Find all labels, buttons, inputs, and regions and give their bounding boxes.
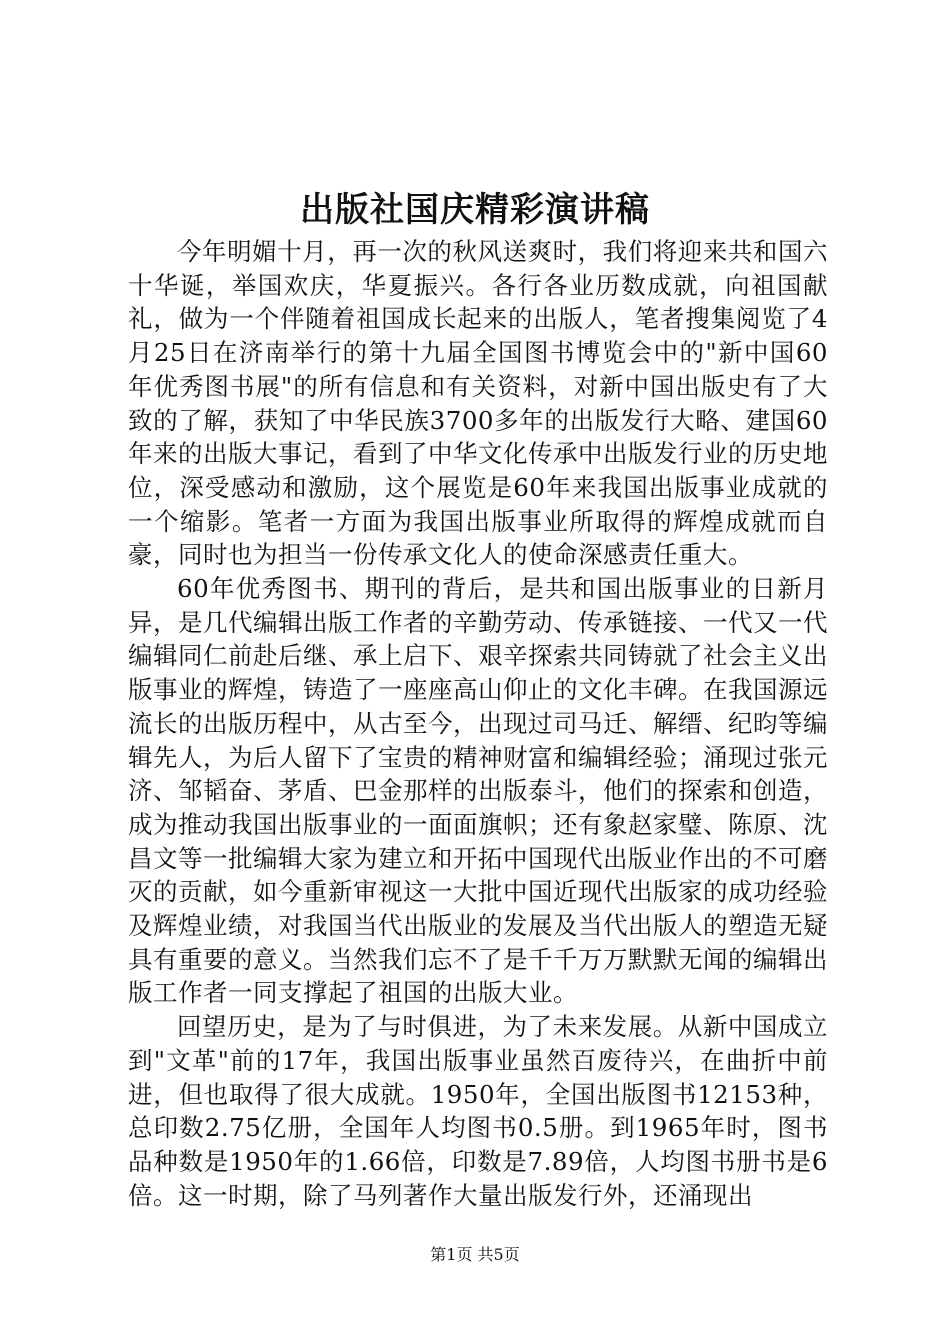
paragraph-3: 回望历史，是为了与时俱进，为了未来发展。从新中国成立到"文革"前的17年，我国出版事业虽然百废待兴，在曲折中前进，但也取得了很大成就。1950年，全国出版图书12153种，总印数2.75亿册，全国年人均图书0.5册。到1965年时，图书品种数是1950年的1.66倍，印数是7.89倍，人均图书册书是6倍。这一时期，除了马列著作大量出版发行外，还涌现出 [128,1012,828,1210]
document-body [128,235,828,1212]
paragraph-1: 今年明媚十月，再一次的秋风送爽时，我们将迎来共和国六十华诞，举国欢庆，华夏振兴。各行各业历数成就，向祖国献礼，做为一个伴随着祖国成长起来的出版人，笔者搜集阅览了4月25日在济南举行的第十九届全国图书博览会中的"新中国60年优秀图书展"的所有信息和有关资料，对新中国出版史有了大致的了解，获知了中华民族3700多年的出版发行大略、建国60年来的出版大事记，看到了中华文化传承中出版发行业的历史地位，深受感动和激励，这个展览是60年来我国出版事业成就的一个缩影。笔者一方面为我国出版事业所取得的辉煌成就而自豪，同时也为担当一份传承文化人的使命深感责任重大。 [128,237,828,570]
paragraph-2: 60年优秀图书、期刊的背后，是共和国出版事业的日新月异，是几代编辑出版工作者的辛勤劳动、传承链接、一代又一代编辑同仁前赴后继、承上启下、艰辛探索共同铸就了社会主义出版事业的辉煌，铸造了一座座高山仰止的文化丰碑。在我国源远流长的出版历程中，从古至今，出现过司马迁、解缙、纪昀等编辑先人，为后人留下了宝贵的精神财富和编辑经验；涌现过张元济、邹韬奋、茅盾、巴金那样的出版泰斗，他们的探索和创造，成为推动我国出版事业的一面面旗帜；还有象赵家璧、陈原、沈昌文等一批编辑大家为建立和开拓中国现代出版业作出的不可磨灭的贡献，如今重新审视这一大批中国近现代出版家的成功经验及辉煌业绩，对我国当代出版业的发展及当代出版人的塑造无疑具有重要的意义。当然我们忘不了是千千万万默默无闻的编辑出版工作者一同支撑起了祖国的出版大业。 [128,574,828,1008]
page-footer: 第1页 共5页 [430,1245,520,1264]
document-title: 出版社国庆精彩演讲稿 [300,190,650,230]
